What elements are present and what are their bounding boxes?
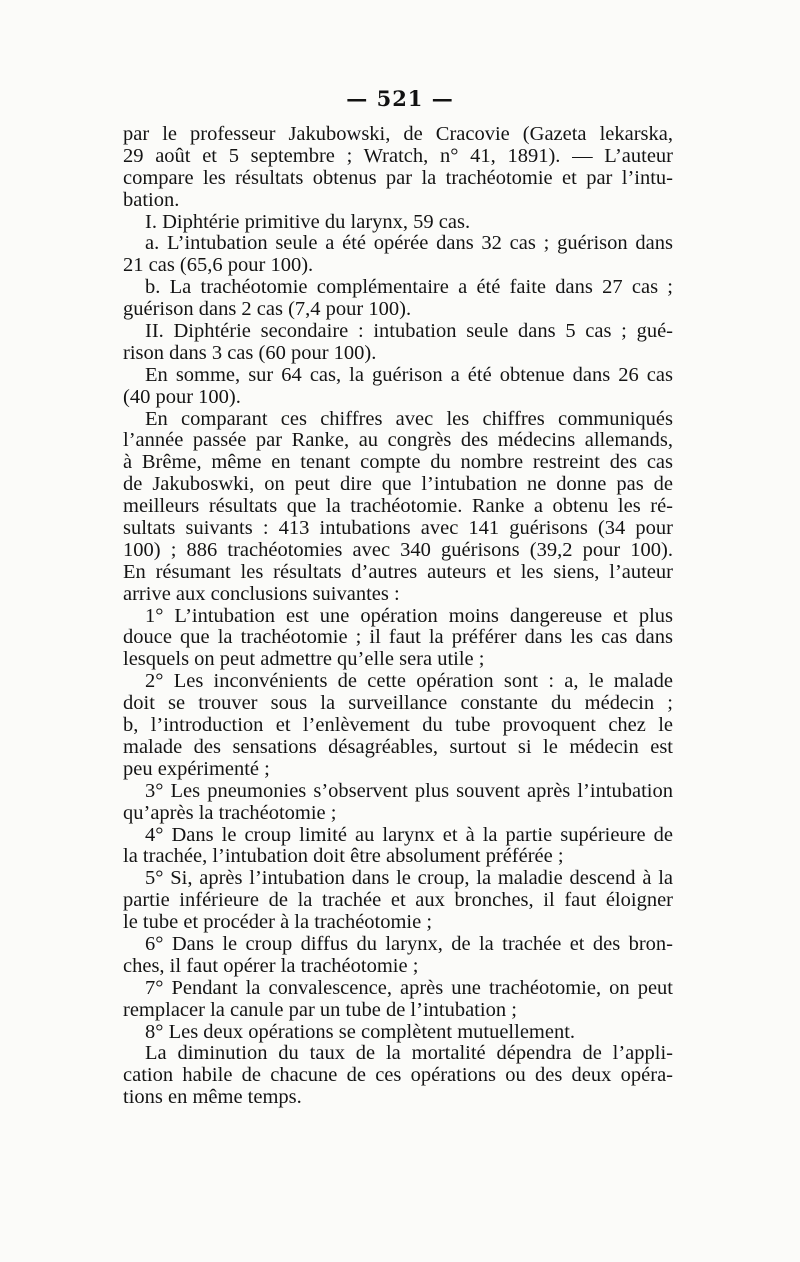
- text-line: a. L’intubation seule a été opérée dans 32 cas ; guérison dans: [145, 232, 673, 255]
- text-line: l’année passée par Ranke, au congrès des médecins allemands,: [123, 429, 673, 452]
- text-line: malade des sensations désagréables, surtout si le médecin est: [123, 735, 673, 758]
- text-line: En comparant ces chiffres avec les chiffres communiqués: [145, 407, 673, 430]
- text-line: 8° Les deux opérations se complètent mutuellement.: [145, 1020, 576, 1043]
- text-line: 100) ; 886 trachéotomies avec 340 guérisons (39,2 pour 100).: [123, 538, 673, 561]
- text-line: 2° Les inconvénients de cette opération sont : a, le malade: [145, 670, 673, 693]
- text-line: 29 août et 5 septembre ; Wratch, n° 41, 1891). — L’auteur: [123, 144, 673, 167]
- text-line: (40 pour 100).: [123, 385, 241, 408]
- text-line: La diminution du taux de la mortalité dépendra de l’appli-: [145, 1042, 673, 1065]
- text-line: b, l’introduction et l’enlèvement du tube provoquent chez le: [123, 714, 673, 737]
- text-line: b. La trachéotomie complémentaire a été faite dans 27 cas ;: [145, 276, 673, 299]
- text-line: remplacer la canule par un tube de l’intubation ;: [123, 998, 517, 1021]
- text-line: à Brême, même en tenant compte du nombre restreint des cas: [123, 451, 673, 474]
- text-line: 6° Dans le croup diffus du larynx, de la trachée et des bron-: [145, 932, 673, 955]
- text-line: arrive aux conclusions suivantes :: [123, 582, 400, 605]
- text-line: douce que la trachéotomie ; il faut la préférer dans les cas dans: [123, 626, 673, 649]
- text-line: bation.: [123, 188, 180, 211]
- text-line: 3° Les pneumonies s’observent plus souvent après l’intubation: [145, 779, 673, 802]
- text-line: lesquels on peut admettre qu’elle sera utile ;: [123, 648, 485, 671]
- text-line: En résumant les résultats d’autres auteurs et les siens, l’auteur: [123, 560, 673, 583]
- text-line: la trachée, l’intubation doit être absolument préférée ;: [123, 845, 564, 868]
- text-line: compare les résultats obtenus par la trachéotomie et par l’intu-: [123, 166, 673, 189]
- text-line: meilleurs résultats que la trachéotomie. Ranke a obtenu les ré-: [123, 495, 673, 518]
- page-number: — 521 —: [346, 86, 454, 111]
- text-line: I. Diphtérie primitive du larynx, 59 cas.: [145, 210, 471, 233]
- text-line: 5° Si, après l’intubation dans le croup, la maladie descend à la: [145, 867, 673, 890]
- text-line: tions en même temps.: [123, 1086, 302, 1109]
- text-line: peu expérimenté ;: [123, 757, 270, 780]
- text-line: En somme, sur 64 cas, la guérison a été obtenue dans 26 cas: [145, 363, 673, 386]
- text-line: par le professeur Jakubowski, de Cracovie (Gazeta lekarska,: [123, 123, 673, 145]
- text-line: cation habile de chacune de ces opérations ou des deux opéra-: [123, 1064, 673, 1087]
- text-line: rison dans 3 cas (60 pour 100).: [123, 341, 377, 364]
- text-line: sultats suivants : 413 intubations avec 141 guérisons (34 pour: [123, 517, 673, 540]
- text-line: 7° Pendant la convalescence, après une trachéotomie, on peut: [145, 976, 673, 999]
- text-line: II. Diphtérie secondaire : intubation seule dans 5 cas ; gué-: [145, 320, 673, 343]
- text-line: guérison dans 2 cas (7,4 pour 100).: [123, 298, 412, 321]
- text-line: 1° L’intubation est une opération moins dangereuse et plus: [145, 604, 673, 627]
- text-line: ches, il faut opérer la trachéotomie ;: [123, 954, 419, 977]
- text-line: 21 cas (65,6 pour 100).: [123, 254, 314, 277]
- text-line: qu’après la trachéotomie ;: [123, 801, 337, 824]
- text-line: le tube et procéder à la trachéotomie ;: [123, 911, 433, 934]
- text-line: de Jakuboswki, on peut dire que l’intubation ne donne pas de: [123, 473, 673, 496]
- text-line: doit se trouver sous la surveillance constante du médecin ;: [123, 692, 673, 715]
- text-line: 4° Dans le croup limité au larynx et à la partie supérieure de: [145, 823, 673, 846]
- body-text: [123, 124, 673, 1109]
- text-line: partie inférieure de la trachée et aux bronches, il faut éloigner: [123, 889, 673, 912]
